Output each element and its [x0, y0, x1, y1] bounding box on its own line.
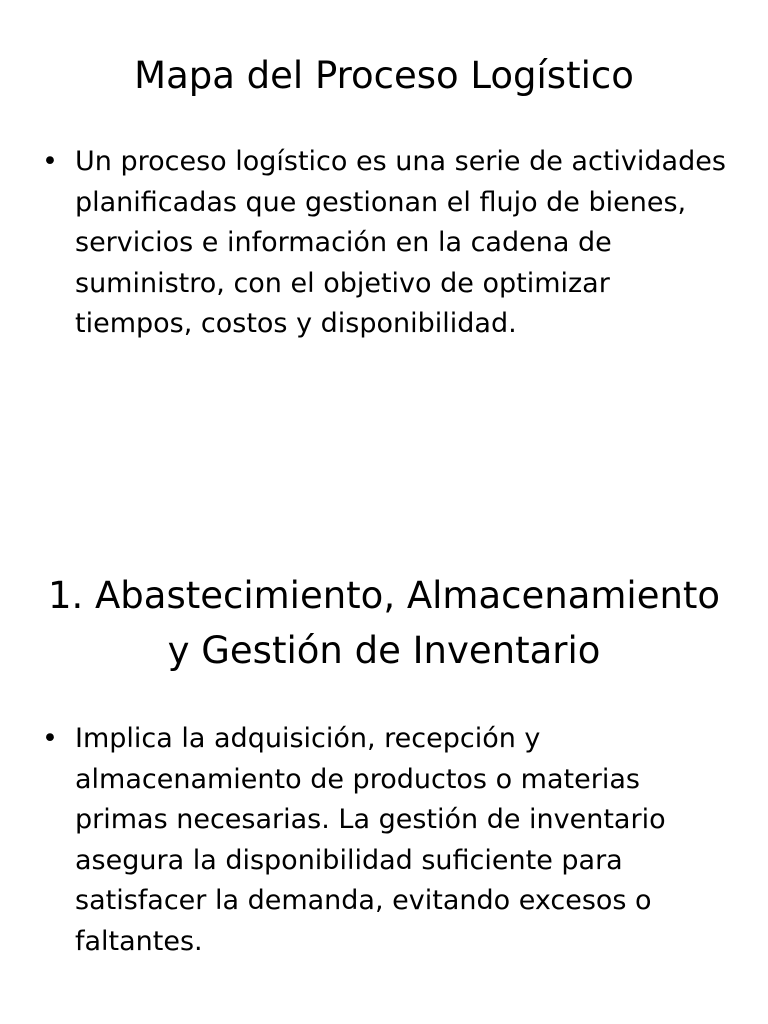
bullet-icon: •	[42, 146, 58, 177]
slide-1-bullet-text: Un proceso logístico es una serie de actividades planificadas que gestionan el flujo de bienes, servicios e información en la cadena de suministro, con el objetivo de optimizar tiempos, costos y disponibilidad.	[75, 146, 726, 340]
slide-2-bullet-text: Implica la adquisición, recepción y almacenamiento de productos o materias primas necesarias. La gestión de inventario asegura la disponibilidad suficiente para satisfacer la demanda, evitando excesos o faltantes.	[75, 723, 666, 957]
slide-2	[0, 512, 768, 1024]
bullet-icon: •	[42, 723, 58, 754]
slide-1-bullet-list	[42, 142, 732, 345]
slide-1-title: Mapa del Proceso Logístico	[134, 54, 634, 97]
slide-2-bullet-list	[42, 719, 732, 963]
slide-2-title: 1. Abastecimiento, Almacenamiento y Gestión de Inventario	[47, 574, 721, 672]
slide-1-bullet-item	[42, 142, 732, 345]
slide-2-bullet-item	[42, 719, 732, 963]
